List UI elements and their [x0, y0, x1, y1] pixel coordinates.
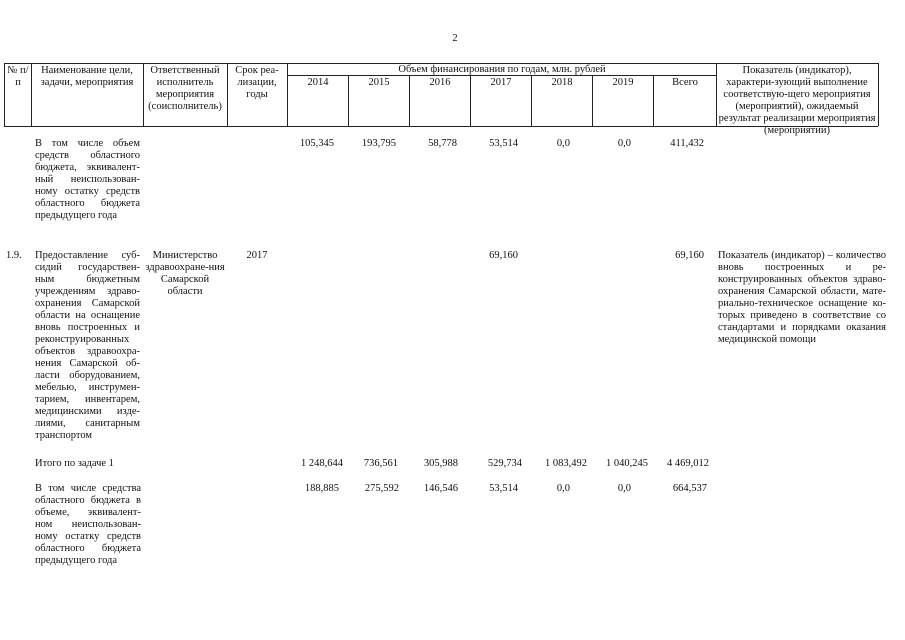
row-value-2019: 0,0: [617, 483, 631, 494]
row-value-2017: 53,514: [489, 483, 518, 494]
row-value-2017: 529,734: [487, 458, 522, 469]
header-year-2016: 2016: [429, 77, 451, 88]
row-value-2016: 58,778: [428, 138, 457, 149]
row-value-2019: 1 040,245: [606, 458, 648, 469]
header-year-2014: 2014: [307, 77, 329, 88]
row-value-total: 4 469,012: [667, 458, 709, 469]
row-term: 2017: [246, 250, 268, 261]
header-name: Наименование цели, задачи, мероприятия: [40, 65, 134, 88]
row-indicator: Показатель (индикатор) – количество вновь построенных и ре-конструированных объектов здраво-охранения Самарской области, мате-риально-техническое оснащение ко-торых приведено в соответствие со стандартами и порядками оказания медицинской помощи: [718, 250, 886, 345]
row-name: В том числе объем средств областного бюджета, эквивалент-ный неиспользован-ному остатку средств областного бюджета предыдущего года: [35, 138, 140, 221]
row-value-2015: 193,795: [361, 138, 396, 149]
row-name: В том числе средства областного бюджета в объеме, эквивалент-ном неиспользован-ному остатку средств областного бюджета предыдущего года: [35, 483, 141, 566]
header-finance: Объем финансирования по годам, млн. рублей: [398, 64, 606, 75]
header-year-2015: 2015: [368, 77, 390, 88]
row-responsible: Министерство здравоохране-ния Самарской области: [145, 250, 225, 297]
row-value-2017: 53,514: [489, 138, 518, 149]
row-number: 1.9.: [6, 250, 22, 261]
row-value-2015: 736,561: [363, 458, 398, 469]
row-name: Предоставление суб-сидий государствен-ным бюджетным учреждениям здраво-охранения Самарской области на оснащение вновь построенных и реконструированных объектов здравоохра-нения Самарской об-ласти оборудованием, мебелью, инструмен-тарием, инвентарем, медицинскими изде-лиями, санитарным транспортом: [35, 250, 140, 441]
header-year-2017: 2017: [490, 77, 512, 88]
row-value-2017: 69,160: [489, 250, 518, 261]
header-indicator: Показатель (индикатор), характери-зующий выполнение соответствую-щего мероприятия (мероприятий), ожидаемый результат реализации мероприятия (мероприятий): [718, 65, 876, 136]
row-value-2019: 0,0: [617, 138, 631, 149]
row-value-2018: 0,0: [556, 483, 570, 494]
header-responsible: Ответственный исполнитель мероприятия (соисполнитель): [148, 65, 222, 112]
header-no: № п/п: [7, 65, 29, 88]
row-value-2014: 188,885: [304, 483, 339, 494]
row-value-total: 69,160: [675, 250, 704, 261]
header-total: Всего: [672, 77, 698, 88]
row-value-2014: 105,345: [299, 138, 334, 149]
row-value-2016: 146,546: [423, 483, 458, 494]
row-value-total: 411,432: [670, 138, 704, 149]
row-value-2016: 305,988: [423, 458, 458, 469]
header-year-2019: 2019: [612, 77, 634, 88]
page-number: 2: [452, 33, 458, 44]
row-value-2014: 1 248,644: [301, 458, 343, 469]
row-name: Итого по задаче 1: [35, 458, 114, 469]
row-value-total: 664,537: [672, 483, 707, 494]
header-year-2018: 2018: [551, 77, 573, 88]
row-value-2018: 1 083,492: [545, 458, 587, 469]
header-term: Срок реа-лизации, годы: [235, 65, 279, 100]
row-value-2015: 275,592: [364, 483, 399, 494]
row-value-2018: 0,0: [556, 138, 570, 149]
